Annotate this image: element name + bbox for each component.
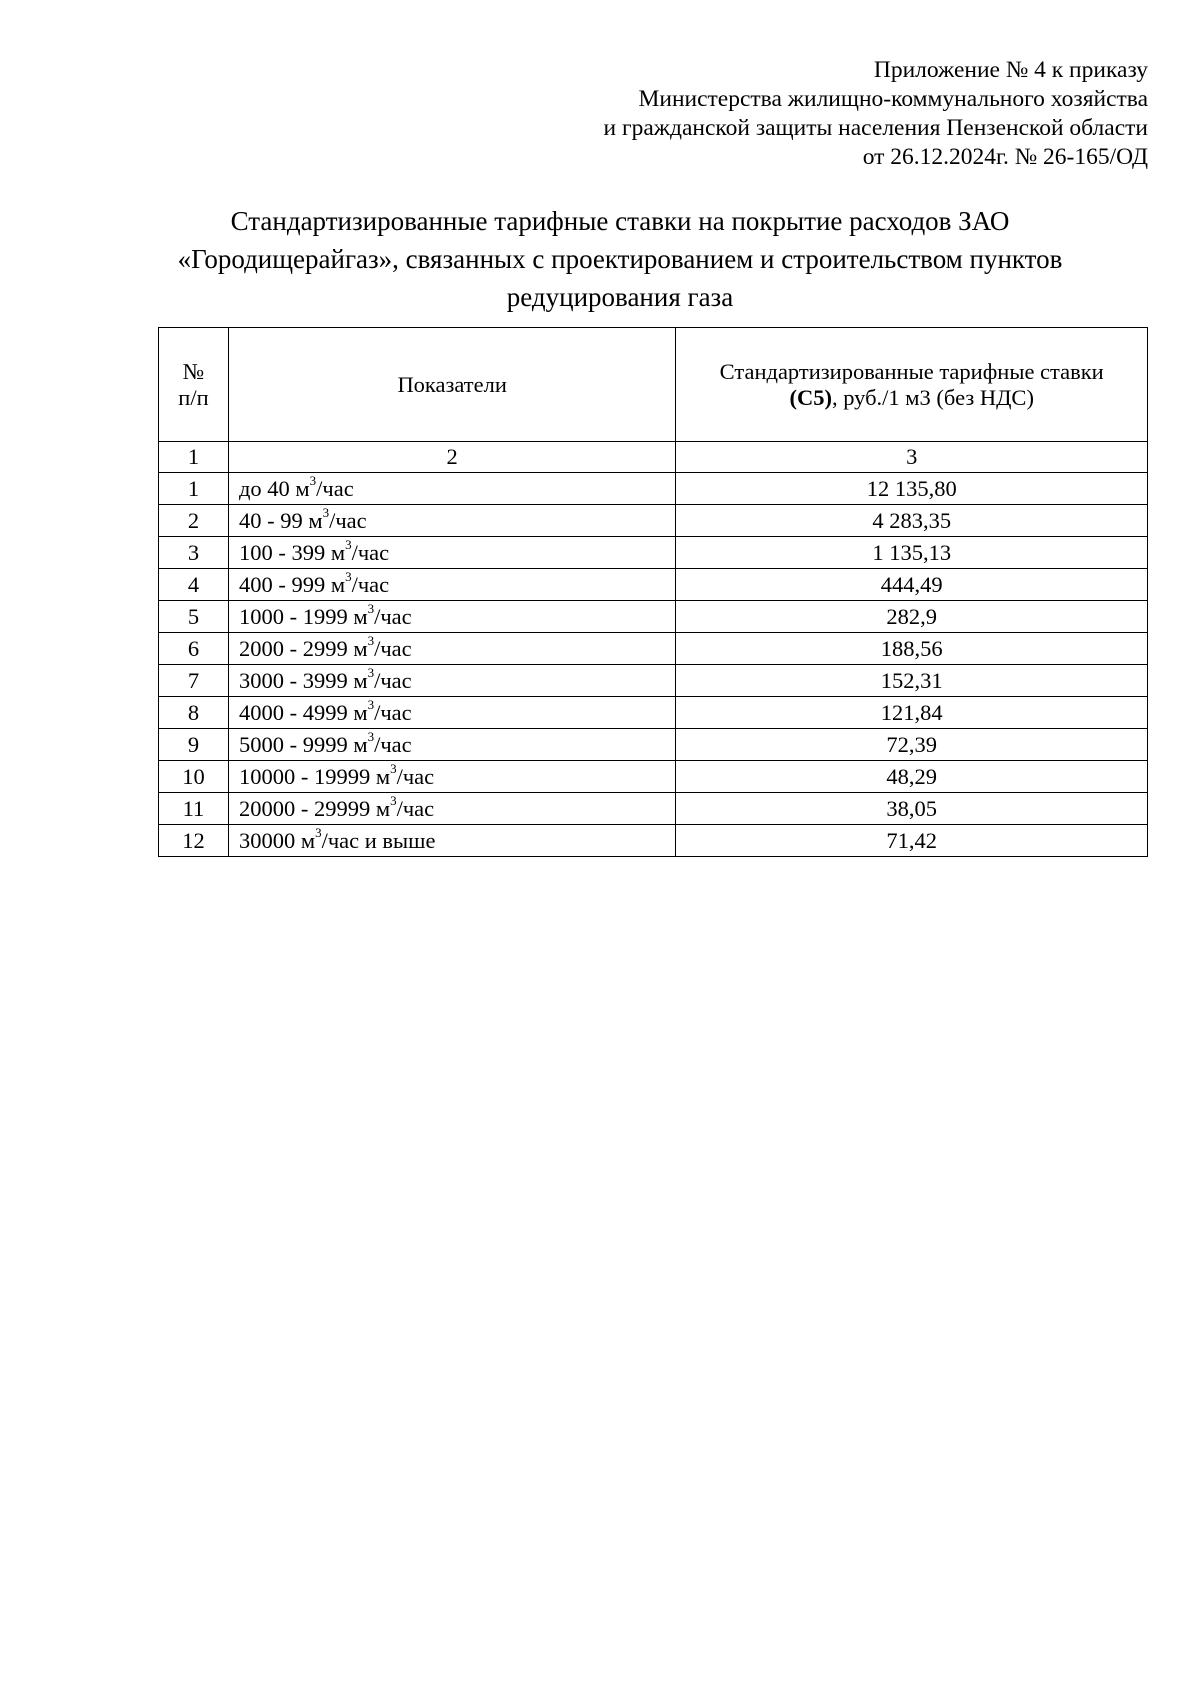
table-row <box>159 793 1148 825</box>
indicator-unit-exponent: 3 <box>315 825 322 840</box>
table-row <box>159 697 1148 729</box>
row-indicator <box>228 825 675 857</box>
row-indicator <box>228 633 675 665</box>
indicator-unit-exponent: 3 <box>367 729 375 744</box>
indicator-range: 40 - 99 <box>238 507 309 533</box>
title-line: Стандартизированные тарифные ставки на покрытие расходов ЗАО <box>230 206 1010 236</box>
column-number: 3 <box>676 442 1148 473</box>
indicator-suffix: /час и выше <box>321 827 436 853</box>
row-rate-value: 71,42 <box>676 825 1148 857</box>
row-number: 5 <box>159 601 229 633</box>
indicator-range: 20000 - 29999 <box>238 795 376 821</box>
indicator-unit-exponent: 3 <box>367 633 375 648</box>
indicator-unit: м <box>353 635 368 661</box>
indicator-range: 3000 - 3999 <box>238 667 354 693</box>
row-rate-value: 48,29 <box>676 761 1148 793</box>
indicator-range: 30000 <box>238 827 301 853</box>
row-rate-value: 444,49 <box>676 569 1148 601</box>
indicator-unit-exponent: 3 <box>345 569 352 584</box>
indicator-range: 4000 - 4999 <box>238 699 354 725</box>
header-number-sign: № <box>182 358 205 384</box>
indicator-suffix: /час <box>374 731 412 757</box>
indicator-unit-exponent: 3 <box>390 793 397 808</box>
row-rate-value: 282,9 <box>676 601 1148 633</box>
table-row <box>159 761 1148 793</box>
row-number: 9 <box>159 729 229 761</box>
row-indicator <box>228 761 675 793</box>
appendix-line: от 26.12.2024г. № 26-165/ОД <box>862 144 1148 170</box>
indicator-suffix: /час <box>374 667 412 693</box>
row-number: 8 <box>159 697 229 729</box>
header-rate-unit: , руб./1 м3 (без НДС) <box>831 384 1034 410</box>
indicator-unit-exponent: 3 <box>322 505 330 520</box>
row-rate-value: 121,84 <box>676 697 1148 729</box>
indicator-unit-exponent: 3 <box>390 761 397 776</box>
indicator-range: 5000 - 9999 <box>238 731 354 757</box>
indicator-range: 10000 - 19999 <box>238 763 376 789</box>
indicator-unit-exponent: 3 <box>367 601 375 616</box>
table-row <box>159 601 1148 633</box>
indicator-unit: м <box>375 795 391 821</box>
header-rate-code: (С5) <box>789 384 832 410</box>
table-row <box>159 633 1148 665</box>
document-title <box>130 202 1110 316</box>
row-indicator <box>228 793 675 825</box>
indicator-suffix: /час <box>396 763 435 789</box>
row-number: 10 <box>159 761 229 793</box>
row-rate-value: 38,05 <box>676 793 1148 825</box>
row-number: 3 <box>159 537 229 569</box>
indicator-range: 1000 - 1999 <box>238 603 354 629</box>
header-rate <box>676 328 1148 442</box>
indicator-range: 400 - 999 <box>238 571 331 597</box>
row-indicator <box>228 537 675 569</box>
indicator-unit-exponent: 3 <box>367 697 375 712</box>
row-indicator <box>228 601 675 633</box>
appendix-line: Министерства жилищно-коммунального хозяйства <box>638 86 1148 112</box>
column-number: 1 <box>159 442 229 473</box>
row-number: 2 <box>159 505 229 537</box>
indicator-unit: м <box>308 507 323 533</box>
header-number-pp: п/п <box>178 384 209 410</box>
row-rate-value: 12 135,80 <box>676 473 1148 505</box>
indicator-suffix: /час <box>351 539 390 565</box>
row-number: 12 <box>159 825 229 857</box>
indicator-unit: м <box>353 603 368 629</box>
row-number: 11 <box>159 793 229 825</box>
header-rate-line1: Стандартизированные тарифные ставки <box>719 358 1104 384</box>
row-number: 7 <box>159 665 229 697</box>
indicator-range: 2000 - 2999 <box>238 635 354 661</box>
indicator-suffix: /час <box>396 795 435 821</box>
column-number: 2 <box>228 442 675 473</box>
indicator-unit: м <box>353 699 368 725</box>
header-rate-line2 <box>686 385 1137 411</box>
title-line: редуцирования газа <box>506 282 734 312</box>
indicator-suffix: /час <box>316 475 354 501</box>
table-row <box>159 665 1148 697</box>
indicator-unit: м <box>330 571 346 597</box>
indicator-suffix: /час <box>351 571 390 597</box>
indicator-unit: м <box>330 539 346 565</box>
row-indicator <box>228 665 675 697</box>
row-indicator <box>228 569 675 601</box>
title-line: «Городищерайгаз», связанных с проектированием и строительством пунктов <box>177 244 1063 274</box>
indicator-unit-exponent: 3 <box>367 665 375 680</box>
table-row <box>159 473 1148 505</box>
indicator-suffix: /час <box>374 699 412 725</box>
indicator-suffix: /час <box>374 635 412 661</box>
row-rate-value: 188,56 <box>676 633 1148 665</box>
indicator-unit: м <box>375 763 391 789</box>
table-header-row <box>159 328 1148 442</box>
appendix-line: Приложение № 4 к приказу <box>873 57 1148 83</box>
row-number: 4 <box>159 569 229 601</box>
row-rate-value: 4 283,35 <box>676 505 1148 537</box>
row-rate-value: 1 135,13 <box>676 537 1148 569</box>
row-indicator <box>228 505 675 537</box>
indicator-unit: м <box>353 731 368 757</box>
indicator-range: 100 - 399 <box>238 539 331 565</box>
header-number <box>159 328 229 442</box>
row-indicator <box>228 729 675 761</box>
row-indicator <box>228 473 675 505</box>
indicator-suffix: /час <box>374 603 412 629</box>
table-row <box>159 505 1148 537</box>
indicator-suffix: /час <box>329 507 367 533</box>
table-row <box>159 537 1148 569</box>
row-indicator <box>228 697 675 729</box>
appendix-header <box>508 56 1148 172</box>
indicator-unit-exponent: 3 <box>345 537 352 552</box>
tariff-table <box>158 327 1148 857</box>
indicator-unit: м <box>353 667 368 693</box>
indicator-unit: м <box>300 827 316 853</box>
row-number: 6 <box>159 633 229 665</box>
table-row <box>159 729 1148 761</box>
table-row <box>159 825 1148 857</box>
row-rate-value: 72,39 <box>676 729 1148 761</box>
appendix-line: и гражданской защиты населения Пензенской области <box>603 115 1148 141</box>
column-number-row <box>159 442 1148 473</box>
indicator-unit-exponent: 3 <box>309 473 317 488</box>
table-body <box>159 473 1148 857</box>
indicator-unit: м <box>295 475 310 501</box>
indicator-range: до 40 <box>238 475 296 501</box>
table-row <box>159 569 1148 601</box>
header-indicator: Показатели <box>228 328 675 442</box>
row-number: 1 <box>159 473 229 505</box>
row-rate-value: 152,31 <box>676 665 1148 697</box>
